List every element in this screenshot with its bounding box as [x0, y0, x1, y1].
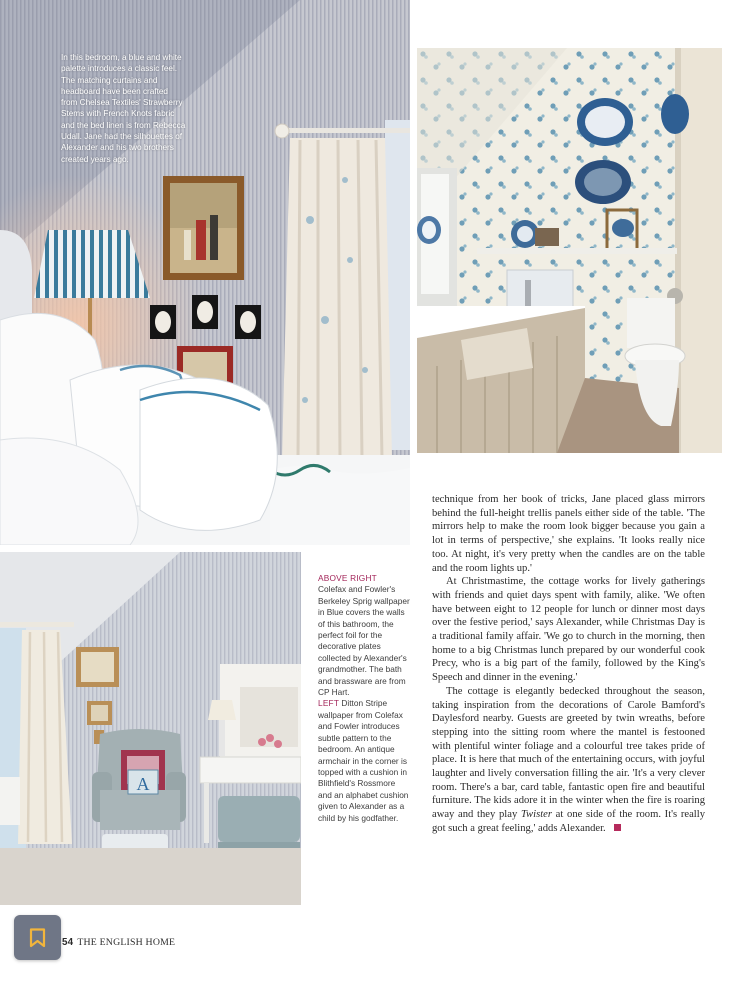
bathroom-photo [417, 48, 722, 453]
body-paragraph: At Christmastime, the cottage works for lively gatherings with friends and quiet days spent with family, alike. 'We often have between eight to 12 people for lunch or dinner most days over the festive period,' says Alexander, while Christmas Day is a traditional family affair. 'We go to church in the morning, then home to a big Christmas lunch prepared by our wonderful cook Precy, who is a big part of the family, followed by the King's Speech and dinner in the evening.' [432, 576, 705, 684]
end-mark-icon [614, 824, 621, 831]
bedroom-caption: In this bedroom, a blue and white palette introduces a classic feel. The matching curtains and headboard have been crafted from Chelsea Textiles' Strawberry Stems with French Knots fabric and the bed linen is from Rebecca Udall. Jane had the silhouettes of Alexander and his two brothers created years ago. [61, 53, 186, 164]
article-body [432, 493, 705, 836]
cushion-letter: A [136, 774, 150, 794]
caption-left [318, 698, 410, 823]
caption-above-right [318, 573, 410, 698]
body-paragraph [432, 685, 705, 836]
page-footer [62, 937, 175, 948]
body-paragraph: technique from her book of tricks, Jane placed glass mirrors behind the full-height trellis panels either side of the table. 'The mirrors help to make the room look bigger because you gain a lot in terms of perspective,' she explains. 'It looks really nice too. At night, it's very pretty when the candles are on the table and the room lights up.' [432, 494, 705, 574]
caption-text: Colefax and Fowler's Berkeley Sprig wallpaper in Blue covers the walls of this bathroom, the perfect foil for the decorative plates collected by Alexander's grandmother. The bath and brassware are from CP Hart. [318, 584, 410, 698]
caption-text: Ditton Stripe wallpaper from Colefax and Fowler introduces subtle pattern to the bedroom. An antique armchair in the corner is topped with a cushion in Blithfield's Rossmore and an alphabet cushion given to Alexander as a child by his godfather. [318, 698, 409, 823]
body-text-span: at one side of the room. It's really got such a great feeling,' adds Alexander. [432, 809, 705, 834]
magazine-name: THE ENGLISH HOME [77, 937, 176, 948]
caption-heading: ABOVE RIGHT [318, 573, 377, 583]
body-text-span: The cottage is elegantly bedecked throughout the season, taking inspiration from the decorations of Carole Bamford's Daylesford nearby. Guests are greeted by twin wreaths, before stepping into the sitting room where the mantel is festooned with plentiful winter foliage and a colourful tree takes pride of place. It is here that much of the entertaining occurs, with joyful laughter and lively conversation filling the air. 'It's a very clever room. There's a bar, card table, fantastic open fire and beautiful furniture. The kids adore it in the winter when the fire is roaring away and they play [432, 685, 705, 821]
caption-heading: LEFT [318, 698, 340, 709]
bookmark-button[interactable] [14, 915, 61, 960]
bookmark-icon [29, 928, 46, 948]
photo-captions [318, 573, 410, 824]
bedroom-corner-photo [0, 552, 301, 905]
italic-title: Twister [520, 809, 552, 821]
page-number: 54 [62, 937, 74, 948]
